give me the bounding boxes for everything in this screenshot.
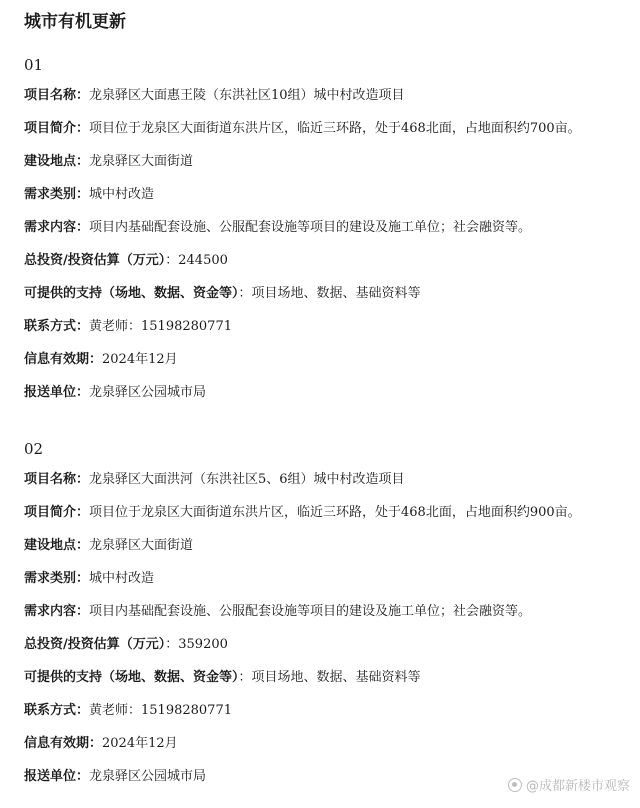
field-label: 需求类别： xyxy=(24,187,90,202)
field-value: 龙泉驿区公园城市局 xyxy=(89,769,207,784)
field-label: 报送单位： xyxy=(24,385,90,400)
field-value: 龙泉驿区大面惠王陵（东洪社区10组）城中村改造项目 xyxy=(89,88,405,103)
field-contact xyxy=(24,317,630,350)
field-label: 总投资/投资估算（万元） xyxy=(24,637,166,652)
field-label: 可提供的支持（场地、数据、资金等） xyxy=(24,670,239,685)
field-label: 可提供的支持（场地、数据、资金等） xyxy=(24,286,239,301)
field-label: 联系方式： xyxy=(24,319,90,334)
field-value: 项目内基础配套设施、公服配套设施等项目的建设及施工单位；社会融资等。 xyxy=(89,220,532,235)
field-project-name xyxy=(24,470,630,503)
field-value: 项目内基础配套设施、公服配套设施等项目的建设及施工单位；社会融资等。 xyxy=(89,604,532,619)
field-value: ：项目场地、数据、基础资料等 xyxy=(238,286,421,301)
field-support xyxy=(24,668,630,701)
field-label: 项目简介： xyxy=(24,505,90,520)
article-body xyxy=(24,10,630,800)
field-label: 需求内容： xyxy=(24,220,90,235)
field-project-intro xyxy=(24,119,630,152)
field-label: 建设地点： xyxy=(24,154,90,169)
field-project-name xyxy=(24,86,630,119)
field-support xyxy=(24,284,630,317)
project-section-01 xyxy=(24,54,630,416)
field-value: 城中村改造 xyxy=(89,187,155,202)
field-value: 龙泉驿区公园城市局 xyxy=(89,385,207,400)
watermark xyxy=(508,775,630,794)
page-title: 城市有机更新 xyxy=(24,12,126,32)
field-demand-category xyxy=(24,569,630,602)
field-label: 需求类别： xyxy=(24,571,90,586)
field-value: 黄老师：15198280771 xyxy=(89,703,232,718)
field-label: 报送单位： xyxy=(24,769,90,784)
field-validity xyxy=(24,734,630,767)
project-section-02 xyxy=(24,438,630,800)
field-label: 项目简介： xyxy=(24,121,90,136)
field-label: 项目名称： xyxy=(24,472,90,487)
field-label: 建设地点： xyxy=(24,538,90,553)
field-label: 信息有效期： xyxy=(24,736,103,751)
field-value: 2024年12月 xyxy=(102,736,178,751)
field-demand-content xyxy=(24,602,630,635)
watermark-logo-icon xyxy=(508,778,522,792)
field-value: 2024年12月 xyxy=(102,352,178,367)
field-value: 龙泉驿区大面街道 xyxy=(89,154,194,169)
field-project-intro xyxy=(24,503,630,536)
field-value: 黄老师：15198280771 xyxy=(89,319,232,334)
project-number: 01 xyxy=(24,56,44,74)
field-value: 项目位于龙泉区大面街道东洪片区，临近三环路，处于468北面，占地面积约700亩。 xyxy=(89,121,581,136)
field-value: ：359200 xyxy=(165,637,228,652)
field-reporting-unit xyxy=(24,383,630,416)
project-number: 02 xyxy=(24,440,44,458)
field-value: 项目位于龙泉区大面街道东洪片区，临近三环路，处于468北面，占地面积约900亩。 xyxy=(89,505,581,520)
field-demand-category xyxy=(24,185,630,218)
field-label: 项目名称： xyxy=(24,88,90,103)
watermark-text: @成都新楼市观察 xyxy=(525,779,630,794)
field-label: 需求内容： xyxy=(24,604,90,619)
field-total-investment xyxy=(24,635,630,668)
field-value: 龙泉驿区大面洪河（东洪社区5、6组）城中村改造项目 xyxy=(89,472,405,487)
field-validity xyxy=(24,350,630,383)
field-location xyxy=(24,536,630,569)
field-value: 龙泉驿区大面街道 xyxy=(89,538,194,553)
field-demand-content xyxy=(24,218,630,251)
field-label: 总投资/投资估算（万元） xyxy=(24,253,166,268)
field-total-investment xyxy=(24,251,630,284)
field-label: 联系方式： xyxy=(24,703,90,718)
field-value: ：项目场地、数据、基础资料等 xyxy=(238,670,421,685)
field-location xyxy=(24,152,630,185)
field-label: 信息有效期： xyxy=(24,352,103,367)
field-contact xyxy=(24,701,630,734)
field-value: 城中村改造 xyxy=(89,571,155,586)
field-value: ：244500 xyxy=(165,253,228,268)
